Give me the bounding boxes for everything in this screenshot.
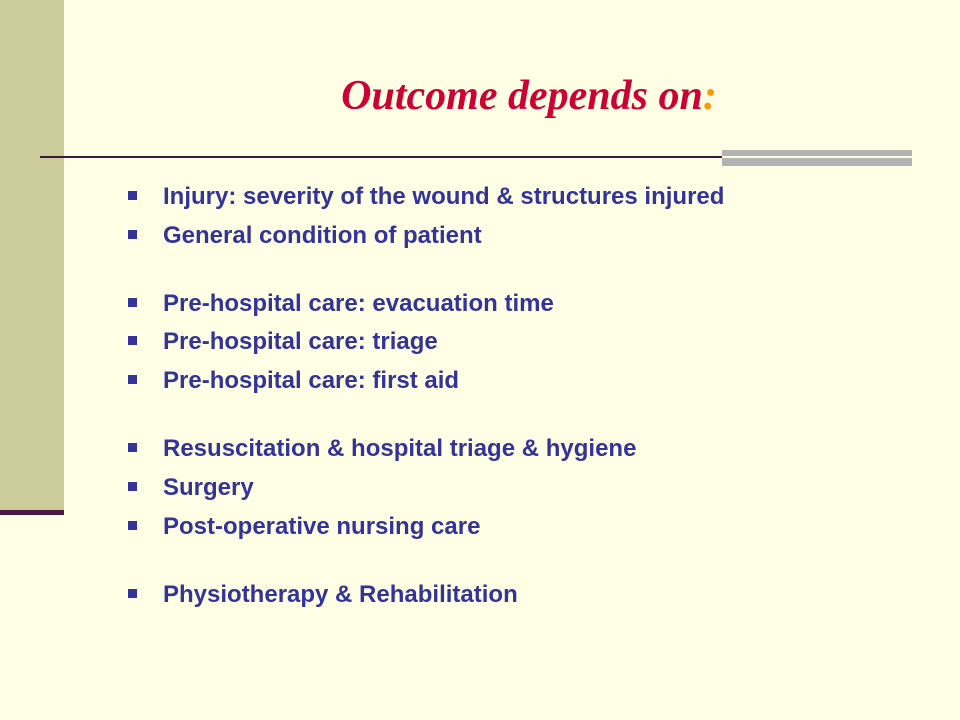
bullet-text: General condition of patient [163,222,482,249]
square-bullet-icon [128,191,137,200]
bullet-text: Injury: severity of the wound & structures injured [163,183,725,210]
square-bullet-icon [128,521,137,530]
bullet-item [128,364,459,398]
bullet-text: Physiotherapy & Rehabilitation [163,581,518,608]
bullet-item [128,287,554,321]
slide-title-text: Outcome depends on [341,73,703,119]
square-bullet-icon [128,589,137,598]
slide-title-colon: : [702,73,717,119]
bullet-item [128,325,438,359]
bullet-item [128,578,518,612]
square-bullet-icon [128,298,137,307]
bullet-text: Resuscitation & hospital triage & hygiene [163,435,637,462]
square-bullet-icon [128,443,137,452]
square-bullet-icon [128,230,137,239]
bullet-text: Pre-hospital care: first aid [163,367,460,394]
bullet-item [128,219,482,253]
bullet-text: Surgery [163,474,254,501]
square-bullet-icon [128,336,137,345]
bullet-item [128,510,480,544]
bullet-item [128,432,636,466]
bullet-text: Post-operative nursing care [163,513,481,540]
bullet-text: Pre-hospital care: evacuation time [163,290,554,317]
square-bullet-icon [128,375,137,384]
bullet-item [128,180,724,214]
bullet-item [128,471,254,505]
bullet-text: Pre-hospital care: triage [163,328,438,355]
square-bullet-icon [128,482,137,491]
